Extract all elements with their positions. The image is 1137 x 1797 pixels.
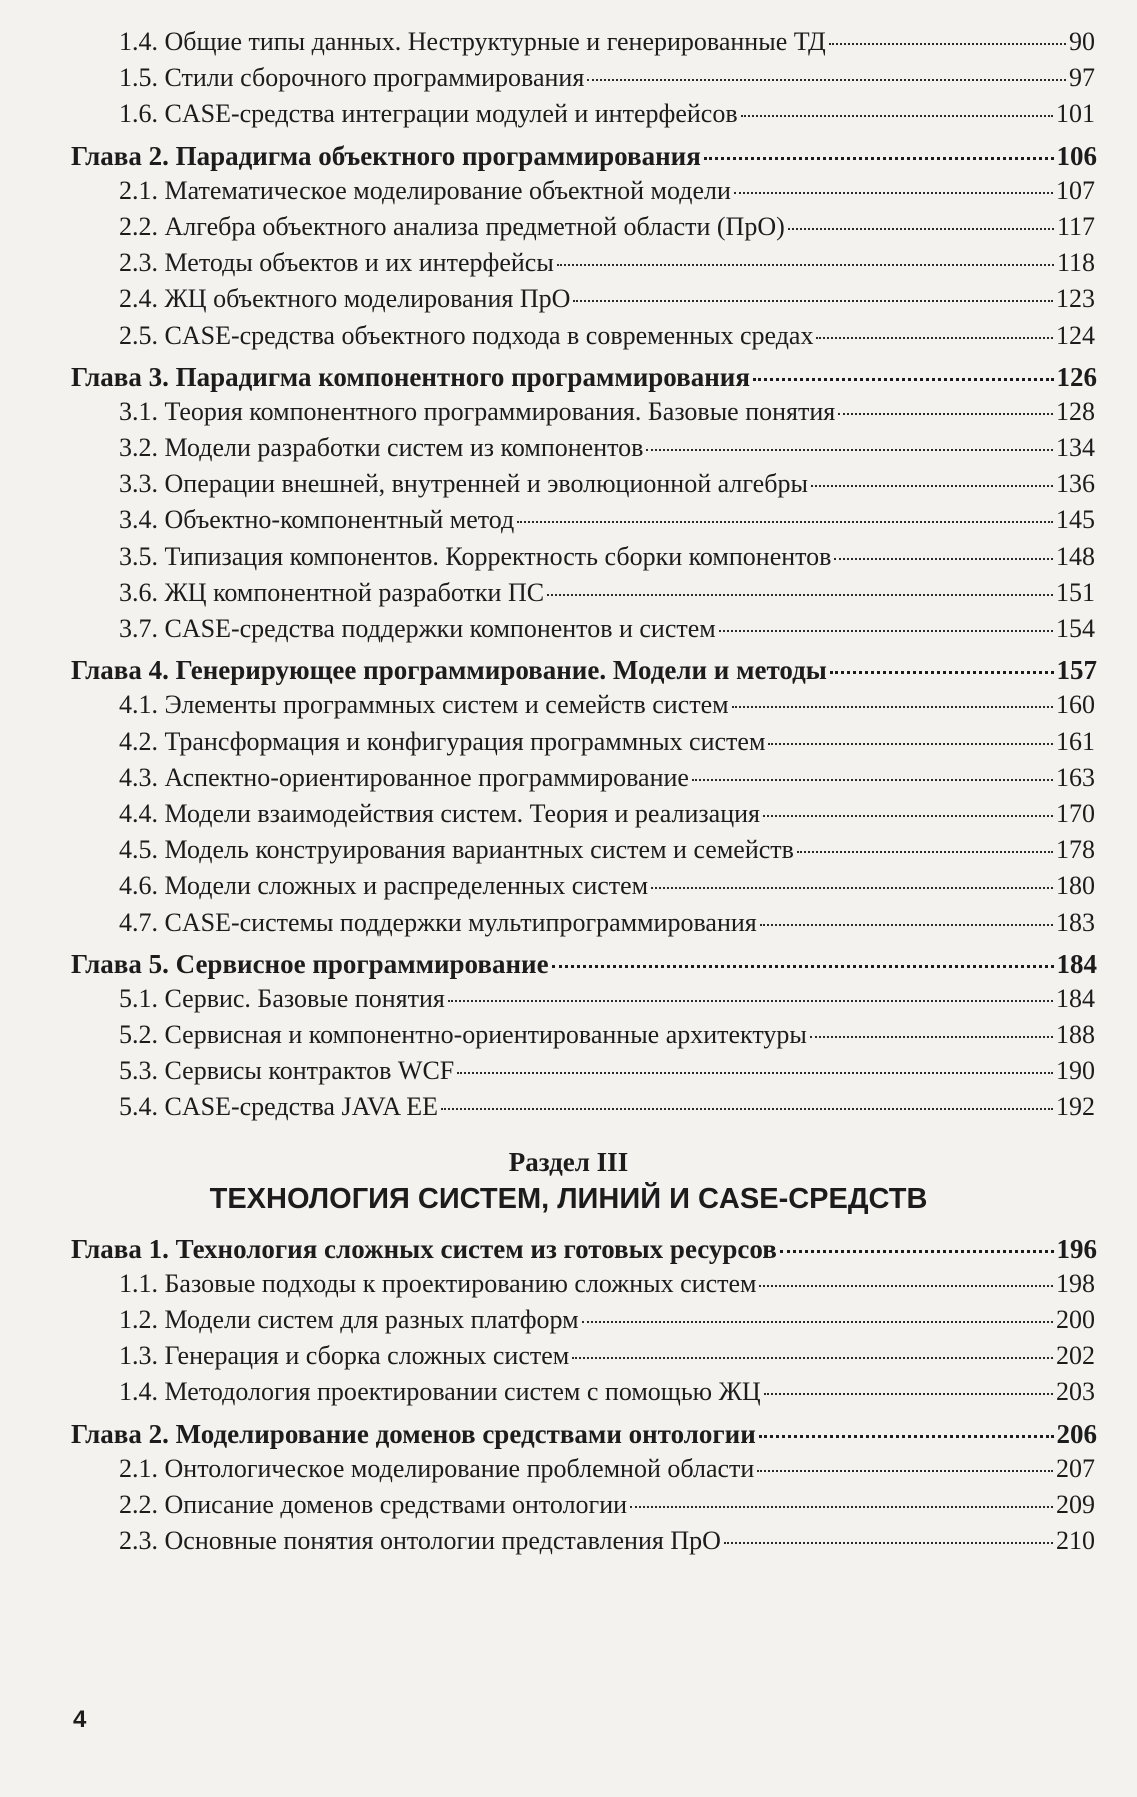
entry-title: 1.4. Общие типы данных. Неструктурные и генерированные ТД: [119, 27, 826, 56]
dot-leader: [768, 717, 1053, 745]
dot-leader: [788, 202, 1054, 230]
dot-leader: [587, 53, 1066, 81]
entry-title: Глава 2. Моделирование доменов средствами онтологии: [71, 1418, 756, 1449]
entry-page-number: 202: [1056, 1341, 1095, 1371]
entry-title: 4.1. Элементы программных систем и семейств систем: [119, 690, 729, 720]
entry-title: 2.4. ЖЦ объектного моделирования ПрО: [119, 284, 571, 314]
entry-page-number: 203: [1056, 1377, 1095, 1407]
entry-page-number: 209: [1056, 1489, 1095, 1519]
entry-title: 3.4. Объектно-компонентный метод: [119, 505, 515, 535]
section-entry[interactable]: [0, 1372, 1137, 1408]
dot-leader: [573, 274, 1053, 302]
entry-title: 3.5. Типизация компонентов. Корректность сборки компонентов: [119, 541, 832, 571]
entry-page-number: 126: [1056, 361, 1097, 392]
dot-leader: [582, 1295, 1053, 1323]
entry-title: 4.7. CASE-системы поддержки мультипрограммирования: [119, 907, 757, 937]
entry-page-number: 106: [1056, 140, 1097, 171]
entry-page-number: 123: [1056, 284, 1095, 314]
entry-title: 5.4. CASE-средства JAVA EE: [119, 1092, 439, 1122]
entry-title: Глава 5. Сервисное программирование: [71, 948, 549, 979]
dot-leader: [651, 861, 1053, 889]
dot-leader: [838, 387, 1053, 415]
dot-leader: [760, 898, 1053, 926]
entry-title: 1.3. Генерация и сборка сложных систем: [119, 1341, 570, 1371]
dot-leader: [517, 495, 1053, 523]
entry-page-number: 118: [1056, 248, 1095, 278]
dot-leader: [829, 17, 1066, 45]
entry-title: 5.1. Сервис. Базовые понятия: [119, 983, 445, 1013]
entry-title: 2.5. CASE-средства объектного подхода в современных средах: [119, 320, 814, 350]
entry-title: 4.3. Аспектно-ориентированное программирование: [119, 762, 689, 792]
dot-leader: [719, 604, 1053, 632]
dot-leader: [547, 568, 1053, 596]
dot-leader: [572, 1331, 1053, 1359]
entry-title: 3.6. ЖЦ компонентной разработки ПС: [119, 577, 545, 607]
entry-page-number: 148: [1056, 541, 1095, 571]
dot-leader: [816, 311, 1053, 339]
entry-title: 4.6. Модели сложных и распределенных систем: [119, 871, 649, 901]
dot-leader: [811, 459, 1053, 487]
entry-page-number: 196: [1056, 1233, 1097, 1264]
dot-leader: [757, 1444, 1053, 1472]
dot-leader: [704, 130, 1054, 160]
entry-title: 1.2. Модели систем для разных платформ: [119, 1305, 579, 1334]
entry-page-number: 161: [1056, 726, 1095, 756]
entry-page-number: 128: [1056, 396, 1095, 426]
dot-leader: [780, 1223, 1054, 1253]
entry-title: Глава 3. Парадигма компонентного программирования: [71, 361, 750, 392]
entry-page-number: 206: [1056, 1418, 1097, 1449]
entry-page-number: 183: [1056, 907, 1095, 937]
section-entry[interactable]: [0, 316, 1137, 352]
dot-leader: [646, 423, 1053, 451]
entry-page-number: 107: [1056, 175, 1095, 205]
entry-page-number: 200: [1056, 1305, 1095, 1334]
entry-title: Глава 1. Технология сложных систем из готовых ресурсов: [71, 1233, 777, 1264]
dot-leader: [441, 1082, 1053, 1110]
entry-page-number: 190: [1056, 1056, 1095, 1086]
dot-leader: [759, 1408, 1054, 1438]
entry-page-number: 97: [1069, 63, 1095, 93]
entry-title: 1.4. Методология проектировании систем с помощью ЖЦ: [119, 1377, 761, 1407]
entry-page-number: 210: [1056, 1526, 1095, 1556]
section-entry[interactable]: [0, 1521, 1137, 1557]
entry-title: 2.3. Методы объектов и их интерфейсы: [119, 248, 554, 278]
entry-page-number: 145: [1056, 505, 1095, 535]
entry-page-number: 157: [1056, 655, 1097, 686]
entry-title: 4.2. Трансформация и конфигурация программных систем: [119, 726, 766, 756]
entry-page-number: 101: [1056, 99, 1095, 129]
table-of-contents: [0, 22, 1137, 1557]
dot-leader: [692, 753, 1053, 781]
entry-title: Глава 2. Парадигма объектного программирования: [71, 140, 701, 171]
entry-title: 2.3. Основные понятия онтологии представления ПрО: [119, 1526, 721, 1556]
dot-leader: [764, 1367, 1053, 1395]
entry-page-number: 160: [1056, 690, 1095, 720]
part-title: ТЕХНОЛОГИЯ СИСТЕМ, ЛИНИЙ И CASE-СРЕДСТВ: [209, 1182, 928, 1215]
entry-title: 2.1. Онтологическое моделирование проблемной области: [119, 1453, 755, 1483]
entry-page-number: 184: [1056, 983, 1095, 1013]
entry-page-number: 188: [1056, 1020, 1095, 1050]
dot-leader: [797, 825, 1053, 853]
section-entry[interactable]: [0, 94, 1137, 130]
entry-page-number: 207: [1056, 1453, 1095, 1483]
dot-leader: [732, 680, 1053, 708]
entry-title: 3.1. Теория компонентного программирования. Базовые понятия: [119, 396, 836, 426]
section-entry[interactable]: [0, 903, 1137, 939]
entry-title: 1.1. Базовые подходы к проектированию сложных систем: [119, 1268, 757, 1298]
dot-leader: [734, 166, 1053, 194]
dot-leader: [834, 532, 1053, 560]
entry-page-number: 124: [1056, 320, 1095, 350]
dot-leader: [810, 1010, 1053, 1038]
part-heading: [0, 1144, 1137, 1218]
entry-page-number: 198: [1056, 1268, 1095, 1298]
dot-leader: [753, 351, 1054, 381]
entry-title: 4.5. Модель конструирования вариантных систем и семейств: [119, 835, 794, 865]
entry-title: 2.2. Описание доменов средствами онтологии: [119, 1489, 628, 1519]
dot-leader: [763, 789, 1053, 817]
entry-title: 3.2. Модели разработки систем из компонентов: [119, 433, 644, 463]
entry-title: Глава 4. Генерирующее программирование. Модели и методы: [71, 655, 827, 686]
entry-page-number: 151: [1056, 577, 1095, 607]
entry-page-number: 192: [1056, 1092, 1095, 1122]
entry-title: 5.2. Сервисная и компонентно-ориентированные архитектуры: [119, 1020, 807, 1050]
dot-leader: [759, 1259, 1053, 1287]
dot-leader: [630, 1480, 1053, 1508]
entry-page-number: 170: [1056, 798, 1095, 828]
entry-page-number: 117: [1056, 211, 1095, 241]
dot-leader: [724, 1516, 1053, 1544]
entry-page-number: 180: [1056, 871, 1095, 901]
section-entry[interactable]: [0, 1087, 1137, 1123]
entry-page-number: 178: [1056, 835, 1095, 865]
dot-leader: [557, 238, 1054, 266]
entry-title: 5.3. Сервисы контрактов WCF: [119, 1056, 455, 1086]
entry-title: 2.2. Алгебра объектного анализа предметной области (ПрО): [119, 211, 785, 241]
section-entry[interactable]: [0, 609, 1137, 645]
page-number: 4: [73, 1706, 87, 1733]
entry-title: 3.3. Операции внешней, внутренней и эволюционной алгебры: [119, 469, 808, 499]
entry-title: 1.5. Стили сборочного программирования: [119, 63, 585, 93]
dot-leader: [741, 89, 1053, 117]
entry-page-number: 136: [1056, 469, 1095, 499]
dot-leader: [448, 974, 1053, 1002]
entry-page-number: 184: [1056, 948, 1097, 979]
dot-leader: [552, 938, 1054, 968]
entry-title: 3.7. CASE-средства поддержки компонентов и систем: [119, 614, 716, 643]
entry-title: 2.1. Математическое моделирование объектной модели: [119, 175, 731, 205]
entry-title: 1.6. CASE-средства интеграции модулей и интерфейсов: [119, 99, 738, 129]
entry-page-number: 163: [1056, 762, 1095, 792]
dot-leader: [457, 1046, 1053, 1074]
entry-title: 4.4. Модели взаимодействия систем. Теория и реализация: [119, 798, 760, 828]
entry-page-number: 90: [1069, 27, 1095, 56]
entry-page-number: 134: [1056, 433, 1095, 463]
entry-page-number: 154: [1056, 614, 1095, 643]
dot-leader: [830, 644, 1054, 674]
part-label: Раздел III: [508, 1146, 629, 1177]
